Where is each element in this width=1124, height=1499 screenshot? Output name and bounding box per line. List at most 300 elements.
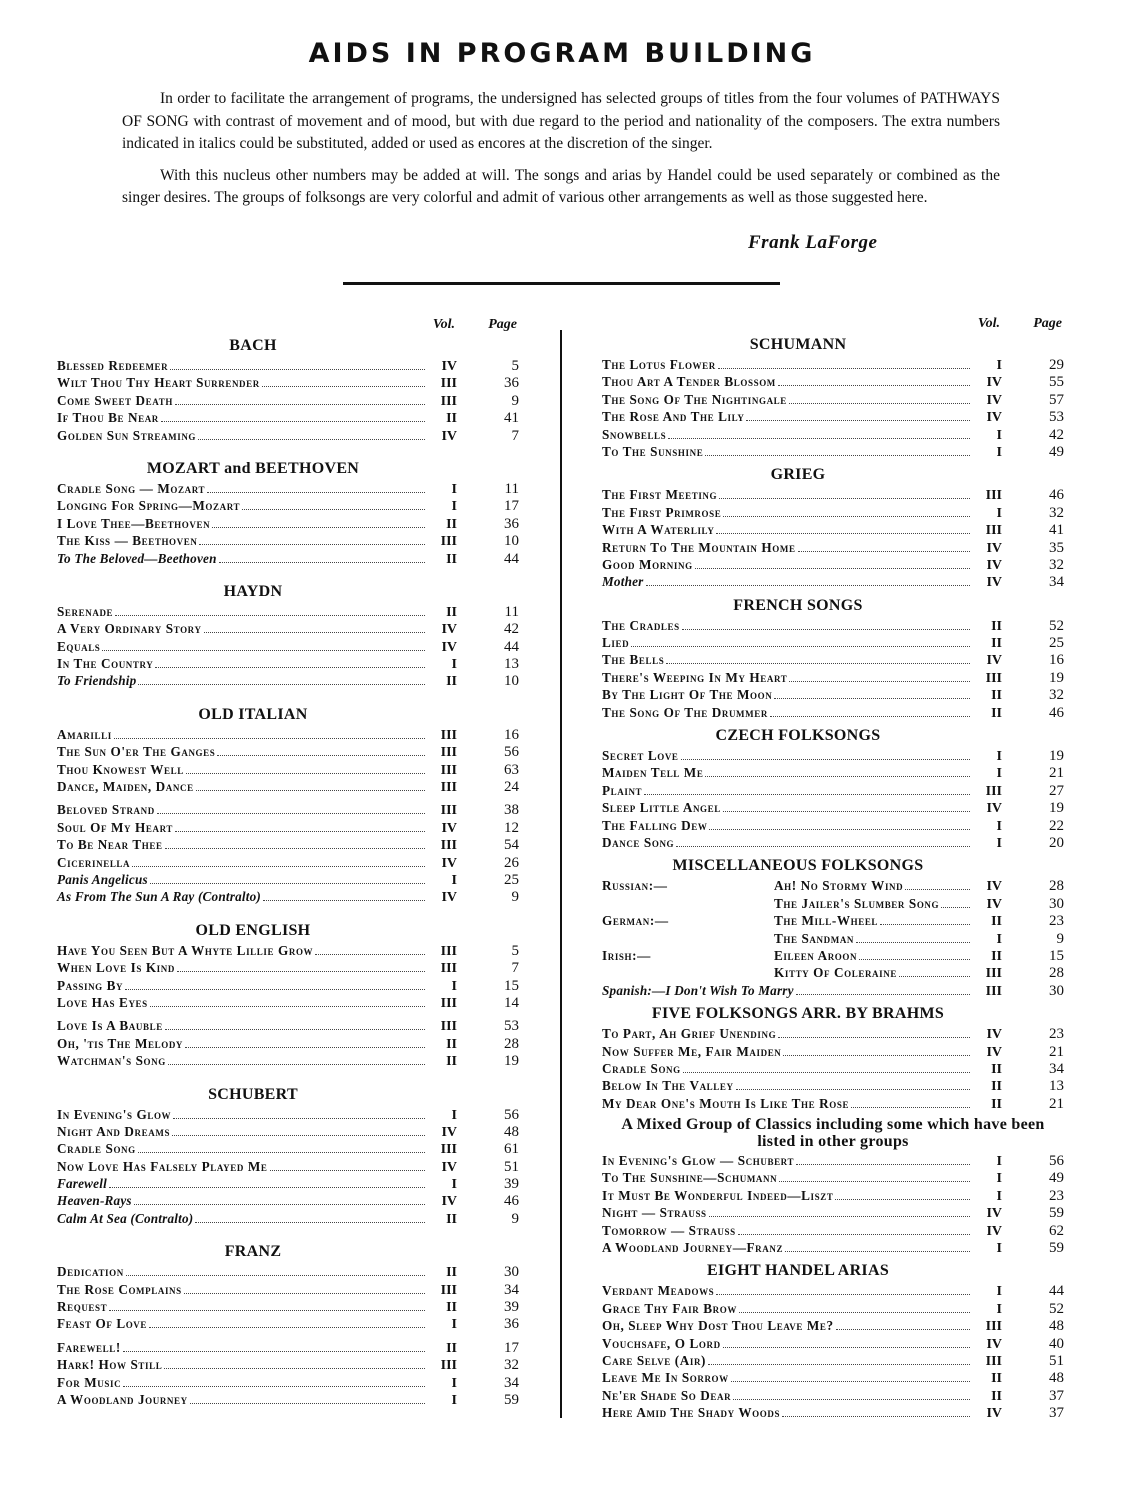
- dot-leader: [716, 533, 970, 534]
- dot-leader: [149, 1327, 425, 1328]
- song-title: Spanish:—I Don't Wish To Marry: [602, 982, 794, 998]
- song-entry: [57, 1210, 519, 1227]
- column-divider: [560, 330, 562, 1418]
- song-title: To Friendship: [57, 673, 137, 689]
- song-title: Leave Me In Sorrow: [602, 1370, 729, 1386]
- volume-number: II: [991, 618, 1002, 634]
- group-title: FRANZ: [224, 1243, 282, 1261]
- song-title: In Evening's Glow: [57, 1106, 172, 1122]
- song-title: As From The Sun A Ray (Contralto): [57, 889, 261, 905]
- song-title: Oh, 'tis The Melody: [57, 1035, 184, 1051]
- volume-number: III: [985, 983, 1002, 999]
- program-group: [57, 690, 519, 906]
- volume-number: IV: [441, 1124, 457, 1140]
- song-title: Farewell!: [57, 1339, 121, 1355]
- song-title: Night — Strauss: [602, 1205, 707, 1221]
- dot-leader: [123, 1351, 425, 1352]
- song-title: The Sandman: [774, 930, 855, 946]
- volume-number: III: [440, 838, 457, 854]
- volume-number: I: [996, 427, 1002, 443]
- song-entry: [602, 617, 1064, 634]
- song-title: For Music: [57, 1374, 122, 1390]
- song-title: Wilt Thou Thy Heart Surrender: [57, 375, 260, 391]
- song-entry: [57, 1356, 519, 1373]
- dot-leader: [731, 1381, 970, 1382]
- dot-leader: [666, 663, 970, 664]
- page-number: 36: [504, 375, 519, 392]
- page-number: 34: [504, 1374, 519, 1391]
- volume-number: III: [440, 376, 457, 392]
- song-entry: [602, 817, 1064, 834]
- vol-header: Vol.: [432, 317, 455, 332]
- volume-number: IV: [986, 1027, 1002, 1043]
- song-title: The Jailer's Slumber Song: [774, 895, 940, 911]
- song-entry: [57, 1158, 519, 1175]
- dot-leader: [695, 568, 970, 569]
- song-title: Plaint: [602, 782, 643, 798]
- song-title: Dedication: [57, 1264, 124, 1280]
- dot-leader: [115, 615, 425, 616]
- page-number: 34: [504, 1281, 519, 1298]
- volume-number: I: [451, 481, 457, 497]
- intro-paragraph-2: With this nucleus other numbers may be added at will. The songs and arias by Handel could be used separately or combined as the singer desires. The groups of folksongs are very colorful and admit of various other arrangements as well as those suggested here.: [122, 166, 1000, 206]
- page-number: 52: [1049, 1300, 1064, 1317]
- group-spacer: [57, 1070, 519, 1084]
- song-title: A Woodland Journey—Franz: [602, 1240, 784, 1256]
- song-entry: [602, 1352, 1064, 1369]
- song-entry: [57, 743, 519, 760]
- song-entry: [57, 871, 519, 888]
- page-number: 56: [504, 744, 519, 761]
- page-number: 17: [504, 498, 519, 515]
- page-number: 56: [1049, 1153, 1064, 1170]
- song-title: The Sun O'er The Ganges: [57, 744, 216, 760]
- volume-number: III: [440, 1019, 457, 1035]
- song-title: Eileen Aroon: [774, 947, 858, 963]
- song-entry: [602, 747, 1064, 764]
- page-number: 21: [1049, 1043, 1064, 1060]
- volume-number: III: [440, 1282, 457, 1298]
- dot-leader: [102, 650, 425, 651]
- song-title: In Evening's Glow — Schubert: [602, 1153, 795, 1169]
- dot-leader: [125, 989, 425, 990]
- volume-number: IV: [986, 375, 1002, 391]
- dot-leader: [207, 492, 425, 493]
- song-title: To Part, Ah Grief Unending: [602, 1026, 777, 1042]
- song-title: Farewell: [57, 1176, 107, 1192]
- song-entry: [57, 672, 519, 689]
- volume-number: IV: [441, 1159, 457, 1175]
- dot-leader: [739, 1312, 970, 1313]
- song-entry: [602, 486, 1064, 503]
- page-number: 55: [1049, 374, 1064, 391]
- song-title: With A Waterlily: [602, 522, 715, 538]
- intro-text: [122, 88, 1000, 219]
- song-title: Golden Sun Streaming: [57, 427, 197, 443]
- page-number: 46: [1049, 487, 1064, 504]
- dot-leader: [770, 716, 970, 717]
- page-number: 28: [1049, 878, 1064, 895]
- page-number: 46: [1049, 704, 1064, 721]
- dot-leader: [186, 773, 425, 774]
- page-number: 30: [1049, 895, 1064, 912]
- page-number: 26: [504, 854, 519, 871]
- song-entry: [602, 651, 1064, 668]
- song-entry: [57, 427, 519, 444]
- song-title: Panis Angelicus: [57, 871, 148, 887]
- dot-leader: [199, 544, 425, 545]
- program-group: [57, 567, 519, 690]
- dot-leader: [114, 738, 425, 739]
- song-title: Passing By: [57, 977, 124, 993]
- song-title: Watchman's Song: [57, 1053, 166, 1069]
- page-number: 22: [1049, 817, 1064, 834]
- page-number: 7: [511, 427, 519, 444]
- volume-number: III: [440, 1358, 457, 1374]
- song-entry: [602, 573, 1064, 590]
- page-number: 17: [504, 1339, 519, 1356]
- dot-leader: [835, 1199, 970, 1200]
- page-number: 41: [1049, 522, 1064, 539]
- dot-leader: [779, 1181, 970, 1182]
- page-number: 32: [504, 1357, 519, 1374]
- song-title: The Rose Complains: [57, 1281, 182, 1297]
- horizontal-divider: [343, 282, 780, 285]
- group-title: SCHUBERT: [208, 1085, 298, 1103]
- page-number: 44: [504, 638, 519, 655]
- song-entry: [57, 1339, 519, 1356]
- page-number: 16: [504, 726, 519, 743]
- page-number: 9: [511, 889, 519, 906]
- volume-number: III: [440, 961, 457, 977]
- song-entry: [57, 603, 519, 620]
- volume-number: I: [996, 505, 1002, 521]
- page-number: 32: [1049, 687, 1064, 704]
- volume-number: IV: [441, 359, 457, 374]
- volume-number: II: [446, 674, 457, 690]
- volume-number: I: [996, 444, 1002, 460]
- page-title: AIDS IN PROGRAM BUILDING: [308, 38, 816, 69]
- page-number: 11: [504, 603, 519, 620]
- song-entry: [602, 356, 1064, 373]
- signature: Frank LaForge: [748, 232, 878, 253]
- program-group: [602, 1112, 1064, 1256]
- song-entry: [602, 877, 1064, 894]
- song-entry: [602, 1025, 1064, 1042]
- group-spacer: [57, 906, 519, 920]
- volume-number: III: [440, 780, 457, 796]
- dot-leader: [242, 509, 425, 510]
- page-number: 57: [1049, 391, 1064, 408]
- song-title: I Love Thee—Beethoven: [57, 515, 211, 531]
- volume-number: III: [440, 1142, 457, 1158]
- program-group: [602, 334, 1064, 460]
- song-title: Calm At Sea (Contralto): [57, 1210, 194, 1226]
- song-title: The Mill-Wheel: [774, 913, 879, 929]
- dot-leader: [126, 1275, 425, 1276]
- song-entry: [602, 669, 1064, 686]
- song-title: To The Sunshine: [602, 443, 704, 459]
- volume-number: I: [996, 1241, 1002, 1257]
- dot-leader: [219, 562, 425, 563]
- page-number: 39: [504, 1299, 519, 1316]
- song-title: Thou Knowest Well: [57, 761, 184, 777]
- dot-leader: [778, 1037, 970, 1038]
- volume-number: IV: [986, 1223, 1002, 1239]
- page-number: 9: [511, 392, 519, 409]
- page-number: 61: [504, 1141, 519, 1158]
- dot-leader: [198, 439, 425, 440]
- song-entry: [57, 638, 519, 655]
- song-entry: [602, 1043, 1064, 1060]
- dot-leader: [175, 404, 425, 405]
- song-entry: [602, 764, 1064, 781]
- group-title: CZECH FOLKSONGS: [715, 727, 881, 745]
- song-title: Ne'er Shade So Dear: [602, 1387, 732, 1403]
- page-number: 28: [1049, 965, 1064, 982]
- song-title: Now Suffer Me, Fair Maiden: [602, 1043, 782, 1059]
- page-number: 59: [504, 1391, 519, 1408]
- volume-number: III: [440, 762, 457, 778]
- song-title: Tomorrow — Strauss: [602, 1222, 736, 1238]
- dot-leader: [668, 438, 970, 439]
- dot-leader: [157, 813, 425, 814]
- dot-leader: [723, 1347, 970, 1348]
- song-entry: [602, 1317, 1064, 1334]
- song-title: Care Selve (Air): [602, 1352, 707, 1368]
- song-title: To Be Near Thee: [57, 837, 163, 853]
- song-entry: [57, 1263, 519, 1280]
- left-sections: [57, 335, 519, 1408]
- volume-number: II: [446, 1265, 457, 1281]
- right-sections: [602, 334, 1064, 1422]
- volume-number: III: [985, 966, 1002, 982]
- song-entry: [602, 964, 1064, 981]
- page-number: 21: [1049, 765, 1064, 782]
- page-number: 40: [1049, 1335, 1064, 1352]
- group-title: EIGHT HANDEL ARIAS: [706, 1262, 890, 1280]
- volume-number: II: [991, 1371, 1002, 1387]
- volume-number: I: [996, 818, 1002, 834]
- song-title: Verdant Meadows: [602, 1283, 715, 1299]
- volume-number: II: [446, 1211, 457, 1227]
- dot-leader: [682, 629, 970, 630]
- song-entry: [602, 1077, 1064, 1094]
- page-number: 9: [1056, 930, 1064, 947]
- volume-number: I: [451, 872, 457, 888]
- volume-number: IV: [986, 879, 1002, 895]
- volume-number: II: [991, 688, 1002, 704]
- dot-leader: [132, 866, 425, 867]
- program-group: [602, 999, 1064, 1112]
- dot-leader: [723, 811, 970, 812]
- page-number: 42: [504, 621, 519, 638]
- song-title: Now Love Has Falsely Played Me: [57, 1158, 268, 1174]
- volume-number: III: [440, 745, 457, 761]
- dot-leader: [718, 368, 970, 369]
- page-number: 12: [504, 819, 519, 836]
- song-entry: [57, 994, 519, 1011]
- song-title: Maiden Tell Me: [602, 765, 704, 781]
- song-entry: [57, 1140, 519, 1157]
- page-number: 28: [504, 1035, 519, 1052]
- program-group: [57, 906, 519, 1070]
- page-number: 5: [511, 358, 519, 374]
- dot-leader: [185, 1047, 425, 1048]
- dot-leader: [705, 455, 970, 456]
- dot-leader: [796, 994, 970, 995]
- volume-number: II: [991, 1061, 1002, 1077]
- dot-leader: [705, 776, 970, 777]
- song-entry: [57, 480, 519, 497]
- page-number: 9: [511, 1210, 519, 1227]
- page-number: 41: [504, 410, 519, 427]
- dot-leader: [212, 527, 425, 528]
- dot-leader: [709, 829, 970, 830]
- page-number: 23: [1049, 913, 1064, 930]
- dot-leader: [138, 1152, 425, 1153]
- dot-leader: [681, 759, 970, 760]
- page-number: 11: [504, 480, 519, 497]
- page-number: 19: [1049, 669, 1064, 686]
- page-number: 51: [1049, 1352, 1064, 1369]
- song-title: Longing For Spring—Mozart: [57, 498, 241, 514]
- page-number: 19: [1049, 800, 1064, 817]
- song-entry: [602, 426, 1064, 443]
- dot-leader: [899, 976, 970, 977]
- page-number: 54: [504, 837, 519, 854]
- song-entry: [602, 539, 1064, 556]
- page-number: 49: [1049, 443, 1064, 460]
- song-entry: [57, 497, 519, 514]
- page-number: 24: [504, 779, 519, 796]
- dot-leader: [789, 681, 970, 682]
- song-title: The Song Of The Nightingale: [602, 391, 787, 407]
- song-entry: [57, 977, 519, 994]
- song-title: Love Has Eyes: [57, 994, 148, 1010]
- dot-leader: [263, 900, 425, 901]
- volume-number: II: [446, 604, 457, 620]
- dot-leader: [123, 1386, 425, 1387]
- dot-leader: [716, 1294, 970, 1295]
- program-group: [602, 591, 1064, 721]
- dot-leader: [173, 1118, 425, 1119]
- dot-leader: [782, 1416, 970, 1417]
- song-entry: [602, 1204, 1064, 1221]
- song-title: The Lotus Flower: [602, 357, 716, 372]
- dot-leader: [217, 755, 425, 756]
- dot-leader: [170, 369, 425, 370]
- song-title: To The Sunshine—Schumann: [602, 1170, 778, 1186]
- volume-number: III: [440, 393, 457, 409]
- page-number: 15: [504, 977, 519, 994]
- song-entry: [602, 634, 1064, 651]
- song-entry: [602, 1335, 1064, 1352]
- volume-number: II: [991, 636, 1002, 652]
- group-title: MISCELLANEOUS FOLKSONGS: [672, 857, 924, 875]
- group-title: HAYDN: [223, 582, 283, 600]
- song-title: Oh, Sleep Why Dost Thou Leave Me?: [602, 1318, 834, 1334]
- page-number: 44: [504, 550, 519, 567]
- song-title: Blessed Redeemer: [57, 358, 169, 373]
- song-entry: [57, 959, 519, 976]
- song-entry: [602, 1169, 1064, 1186]
- song-entry: [602, 782, 1064, 799]
- song-entry: [602, 1095, 1064, 1112]
- dot-leader: [796, 1164, 970, 1165]
- volume-number: III: [440, 943, 457, 959]
- volume-number: II: [446, 1054, 457, 1070]
- song-title: Beloved Strand: [57, 802, 155, 818]
- song-entry: [57, 761, 519, 778]
- column-header: [57, 317, 519, 335]
- volume-number: I: [996, 1188, 1002, 1204]
- song-entry: [602, 704, 1064, 721]
- volume-number: IV: [986, 557, 1002, 573]
- song-title: Soul Of My Heart: [57, 819, 173, 835]
- dot-leader: [798, 551, 970, 552]
- song-entry: [57, 515, 519, 532]
- volume-number: II: [446, 516, 457, 532]
- page-number: 16: [1049, 652, 1064, 669]
- dot-leader: [676, 846, 970, 847]
- song-entry: [57, 1035, 519, 1052]
- volume-number: I: [996, 766, 1002, 782]
- volume-number: IV: [986, 1336, 1002, 1352]
- song-title: Cradle Song: [57, 1141, 136, 1157]
- group-title: FIVE FOLKSONGS ARR. BY BRAHMS: [651, 1005, 945, 1023]
- song-title: Return To The Mountain Home: [602, 539, 796, 555]
- volume-number: I: [996, 931, 1002, 947]
- volume-number: II: [446, 551, 457, 567]
- nationality-label: Russian:—: [602, 878, 668, 894]
- volume-number: III: [440, 995, 457, 1011]
- song-entry: [57, 1298, 519, 1315]
- page-number: 23: [1049, 1187, 1064, 1204]
- dot-leader: [161, 421, 425, 422]
- song-entry: [57, 888, 519, 905]
- dot-leader: [155, 667, 425, 668]
- dot-leader: [774, 698, 970, 699]
- song-title: Grace Thy Fair Brow: [602, 1300, 737, 1316]
- dot-leader: [315, 954, 425, 955]
- group-title: FRENCH SONGS: [733, 596, 863, 614]
- song-title: Come Sweet Death: [57, 392, 173, 408]
- dot-leader: [165, 1029, 425, 1030]
- song-entry: [602, 521, 1064, 538]
- song-entry: [57, 819, 519, 836]
- volume-number: IV: [441, 639, 457, 655]
- volume-number: IV: [441, 820, 457, 836]
- page-number: 10: [504, 673, 519, 690]
- program-group: [602, 1256, 1064, 1421]
- song-entry: [57, 655, 519, 672]
- volume-number: I: [451, 1392, 457, 1408]
- dot-leader: [719, 498, 970, 499]
- program-group: [602, 460, 1064, 590]
- song-entry: [602, 912, 1064, 929]
- page-number: 10: [504, 533, 519, 550]
- song-entry: [57, 778, 519, 795]
- song-entry: [57, 1123, 519, 1140]
- volume-number: III: [985, 1319, 1002, 1335]
- song-title: Have You Seen But A Whyte Lillie Grow: [57, 942, 314, 958]
- song-title: Equals: [57, 638, 101, 654]
- song-entry: [602, 1239, 1064, 1256]
- volume-number: IV: [441, 622, 457, 638]
- page-number: 37: [1049, 1387, 1064, 1404]
- song-title: A Very Ordinary Story: [57, 621, 202, 637]
